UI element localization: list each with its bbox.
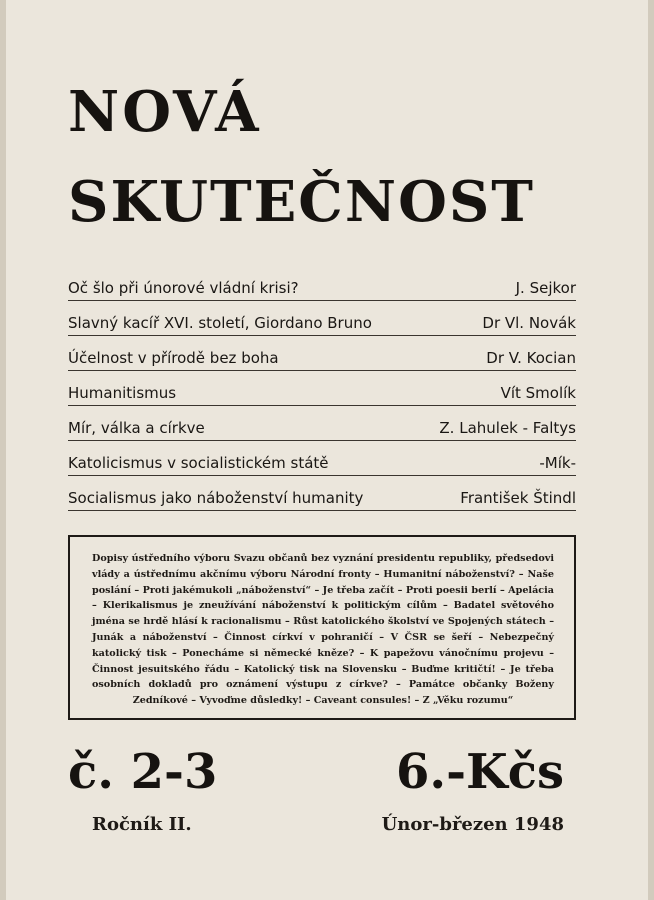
toc-entry-author: Dr Vl. Novák	[482, 314, 576, 332]
toc-entry-title: Slavný kacíř XVI. století, Giordano Bruno	[68, 314, 372, 332]
toc-entry-author: J. Sejkor	[515, 279, 576, 297]
masthead-line-2: SKUTEČNOST	[68, 169, 535, 235]
toc-entry	[68, 301, 576, 336]
masthead-line-1: NOVÁ	[68, 79, 262, 145]
toc-entry	[68, 441, 576, 476]
toc-entry-title: Katolicismus v socialistickém státě	[68, 454, 329, 472]
table-of-contents	[68, 266, 576, 511]
contents-summary-box: Dopisy ústředního výboru Svazu občanů bez vyznání presidentu republiky, předsedovi vlády a ústřednímu akčnímu výboru Národní fronty – Humanitní náboženství? – Naše poslání – Proti jakémukoli „náboženství“ – Je třeba začít – Proti poesii berlí – Apelácia – Klerikalismus je zneužívání náboženství k politickým cílům – Badatel světového jména se hrdě hlásí k racionalismu – Růst katolického školství ve Spojených státech – Junák a náboženství – Činnost církví v pohraničí – V ČSR se šeří – Nebezpečný katolický tisk – Ponecháme si německé kněze? – K papežovu vánočnímu projevu – Činnost jesuitského řádu – Katolický tisk na Slovensku – Buďme kritičtí! – Je třeba osobních dokladů pro oznámení výstupu z církve? – Památce občanky Boženy Zedníkové – Vyvoďme důsledky! – Caveant consules! – Z „Věku rozumu“	[68, 535, 576, 720]
toc-entry-title: Oč šlo při únorové vládní krisi?	[68, 279, 299, 297]
price: 6.-Kčs	[396, 744, 564, 800]
toc-entry	[68, 406, 576, 441]
toc-entry	[68, 371, 576, 406]
toc-entry-author: -Mík-	[539, 454, 576, 472]
toc-entry	[68, 476, 576, 511]
issue-date: Únor-březen 1948	[381, 814, 564, 835]
toc-entry-title: Mír, válka a církve	[68, 419, 205, 437]
toc-entry-author: Dr V. Kocian	[486, 349, 576, 367]
toc-entry	[68, 266, 576, 301]
toc-entry-title: Socialismus jako náboženství humanity	[68, 489, 364, 507]
toc-entry	[68, 336, 576, 371]
toc-entry-author: Z. Lahulek - Faltys	[439, 419, 576, 437]
toc-entry-author: František Štindl	[460, 489, 576, 507]
toc-entry-author: Vít Smolík	[500, 384, 576, 402]
issue-number: č. 2-3	[68, 744, 218, 800]
toc-entry-title: Humanitismus	[68, 384, 177, 402]
volume-label: Ročník II.	[92, 814, 192, 835]
toc-entry-title: Účelnost v přírodě bez boha	[68, 349, 279, 367]
